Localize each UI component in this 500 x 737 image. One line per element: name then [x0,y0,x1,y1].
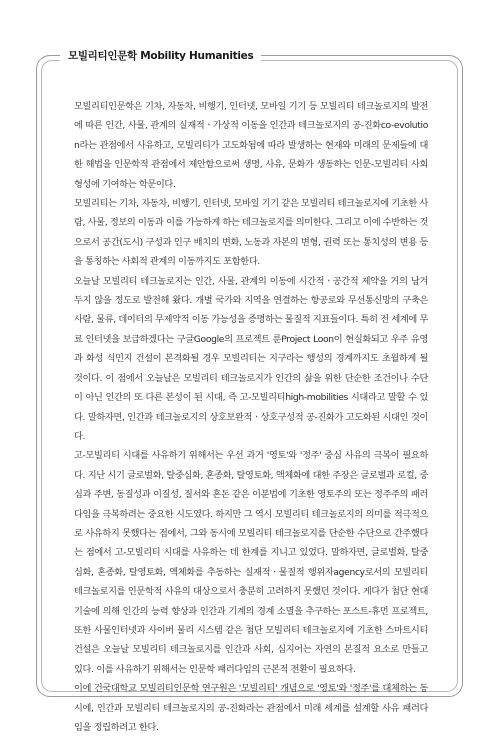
paragraph-definition: 모빌리티인문학은 기차, 자동차, 비행기, 인터넷, 모바일 기기 등 모빌리티 테크놀로지의 발전에 따른 인간, 사물, 관계의 실재적ㆍ가상적 이동을 인간과 테크놀로지의 공-진화co-evolution라는 관점에서 사유하고, 모빌리티가 고도화됨에 따라 발생하는 현재와 미래의 문제들에 대한 해법을 인문학적 관점에서 제안함으로써 생명, 사유, 문화가 생동하는 인문-모빌리티 사회 형성에 기여하는 학문이다. [74,101,428,190]
paragraph-high-mobility-era: 오늘날 모빌리티 테크놀로지는 인간, 사물, 관계의 이동에 시간적ㆍ공간적 제약을 거의 남겨두지 않을 정도로 발전해 왔다. 개별 국가와 지역을 연결하는 항공로와 무선통신망의 구축은 사람, 물류, 데이터의 무제약적 이동 가능성을 증명하는 물질적 지표들이다. 특히 전 세계에 무료 인터넷을 보급하겠다는 구글Google의 프로젝트 룬Project Loon이 현실화되고 우주 유영과 화성 식민지 건설이 본격화될 경우 모빌리티는 지구라는 행성의 경계까지도 초월하게 될 것이다. 이 점에서 오늘날은 모빌리티 테크놀로지가 인간의 삶을 위한 단순한 조건이나 수단이 아닌 인간의 또 다른 본성이 된 시대, 즉 고-모빌리티high-mobilities 시대라고 말할 수 있다. 말하자면, 인간과 테크놀로지의 상호보완적ㆍ상호구성적 공-진화가 고도화된 시대인 것이다. [74,275,428,442]
paragraph-mobility-meaning: 모빌리티는 기차, 자동차, 비행기, 인터넷, 모바일 기기 같은 모빌리티 테크놀로지에 기초한 사람, 사물, 정보의 이동과 이를 가능하게 하는 테크놀로지를 의미한다. 그리고 이에 수반하는 것으로서 공간(도시) 구성과 인구 배치의 변화, 노동과 자본의 변형, 권력 또는 통치성의 변용 등을 통칭하는 사회적 관계의 이동까지도 포함한다. [74,198,428,268]
header-tab [60,44,261,66]
paragraph-paradigm-shift: 고-모빌리티 시대를 사유하기 위해서는 우선 과거 '영토'와 '정주' 중심 사유의 극복이 필요하다. 지난 시기 글로벌화, 탈중심화, 혼종화, 탈영토화, 액체화에 대한 주장은 글로벌과 로컬, 중심과 주변, 동질성과 이질성, 질서와 혼돈 같은 이분법에 기초한 영토주의 또는 정주주의 패러다임을 극복하려는 중요한 시도였다. 하지만 그 역시 모빌리티 테크놀로지의 의미를 적극적으로 사유하지 못했다는 점에서, 그와 동시에 모빌리티 테크놀로지를 단순한 수단으로 간주했다는 점에서 고-모빌리티 시대를 사유하는 데 한계를 지니고 있었다. 말하자면, 글로벌화, 탈중심화, 혼종화, 탈영토화, 액체화를 추동하는 실재적ㆍ물질적 행위자agency로서의 모빌리티 테크놀로지를 인문학적 사유의 대상으로서 충분히 고려하지 못했던 것이다. 게다가 첨단 현대 기술에 의해 인간의 능력 향상과 인간과 기계의 경계 소멸을 추구하는 포스트-휴먼 프로젝트, 또한 사물인터넷과 사이버 물리 시스템 같은 첨단 모빌리티 테크놀로지에 기초한 스마트시티 건설은 오늘날 모빌리티 테크놀로지를 인간과 사회, 심지어는 자연의 본질적 요소로 만들고 있다. 이를 사유하기 위해서는 인문학 패러다임의 근본적 전환이 필요하다. [74,450,428,675]
page-header-title: 모빌리티인문학 Mobility Humanities [68,49,254,62]
paragraph-institute-goal: 이에 건국대학교 모빌리티인문학 연구원은 '모빌리티' 개념으로 '영토'와 '정주'를 대체하는 동시에, 인간과 모빌리티 테크놀로지의 공-진화라는 관점에서 미래 세계를 설계할 사유 패러다임을 정립하려고 한다. [74,683,428,733]
body-text [74,97,428,737]
